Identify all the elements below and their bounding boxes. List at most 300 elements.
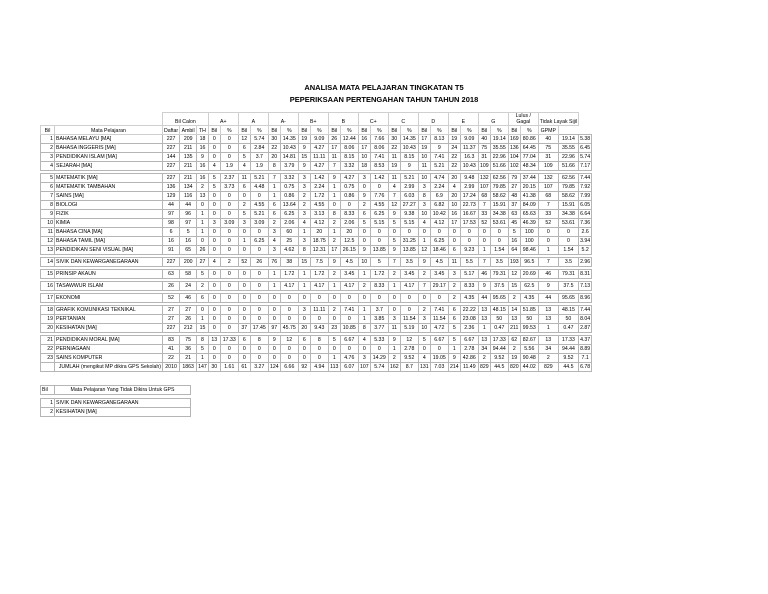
subject-value: 11 [418,162,430,171]
subject-value: 11.49 [460,363,478,372]
subject-value: 45.75 [280,324,298,333]
subject-value: 0 [238,354,250,363]
subject-value: 13 [197,192,209,201]
subject-name: BAHASA MELAYU [MA] [55,135,163,144]
subject-value: 12 [238,135,250,144]
subject-value: 5.5 [460,258,478,267]
header-grade-bplus: B+ [298,113,328,126]
subject-value: 8 [197,336,209,345]
subject-value: 6 [238,336,250,345]
subject-value: 3 [268,246,280,255]
subject-value: 21 [180,354,197,363]
subject-value: 2.24 [310,183,328,192]
header-pct-sub: % [340,126,358,135]
subject-value: 94.44 [558,345,578,354]
subject-value: 6.64 [580,211,591,217]
subject-value: 48.34 [520,162,538,171]
subject-value: 6.25 [370,210,388,219]
header-pct-sub: % [370,126,388,135]
subject-value: 4 [358,336,370,345]
subject-value: 22.73 [460,201,478,210]
subject-value: 1 [328,282,340,291]
subject-value: 13 [208,336,220,345]
subject-value: 4 [208,162,220,171]
subject-value: 4 [268,237,280,246]
subject-value: 9 [268,336,280,345]
subject-value: 9.52 [558,354,578,363]
subject-value: 27 [163,315,180,324]
subject-value: 13 [538,336,558,345]
subject-value: 0 [538,237,558,246]
subject-value: 9 [418,258,430,267]
subject-value: 10 [418,153,430,162]
subject-value: 3 [358,354,370,363]
subject-value: 9 [388,246,400,255]
subject-value: 2.87 [580,325,591,331]
subject-value: 829 [479,364,489,370]
subject-value: 6 [163,228,180,237]
subject-value: 0 [220,153,238,162]
subject-value: 19 [448,135,460,144]
subject-value: 227 [163,162,180,171]
subject-value: 3.5 [490,258,508,267]
subject-value: 5.33 [370,336,388,345]
subject-value: 1.72 [370,270,388,279]
subject-value: 3.85 [370,315,388,324]
subject-value: 5.56 [520,345,538,354]
subject-value: 0 [328,201,340,210]
subject-value: 31 [478,153,490,162]
subject-value: 5.15 [370,219,388,228]
subject-bil: 3 [41,153,55,162]
subject-value: 20 [310,228,328,237]
subject-value: 0 [220,324,238,333]
header-grade-aplus: A+ [208,113,238,126]
subject-value: 7.66 [370,135,388,144]
subject-value: 25 [280,237,298,246]
subject-value: 15 [298,258,310,267]
subject-value: 0 [220,294,238,303]
subject-value: 62 [508,336,520,345]
subject-value: 4 [238,162,250,171]
subject-value: 2 [508,345,520,354]
subject-value: 11.54 [430,315,448,324]
subject-value: 6.25 [430,237,448,246]
subject-value: 2.24 [430,183,448,192]
subject-value: 144 [163,153,180,162]
subject-row [41,201,592,210]
subject-value: 9.09 [310,135,328,144]
subject-value: 2.06 [340,219,358,228]
subject-value: 37 [508,201,520,210]
subject-value: 0 [490,228,508,237]
subject-value: 0 [388,294,400,303]
subject-value: 2 [328,237,340,246]
excluded-subject: KESIHATAN [MA] [55,408,191,417]
subject-value: 4.27 [310,162,328,171]
subject-value: 41 [163,345,180,354]
subject-value: 0 [250,345,268,354]
subject-value: 5 [197,270,209,279]
subject-value: 4 [388,183,400,192]
subject-value: 1.42 [310,174,328,183]
subject-value: 22.22 [460,306,478,315]
subject-value: 0 [220,315,238,324]
subject-value: 2.84 [250,144,268,153]
subject-bil: 18 [41,306,55,315]
subject-value: 27 [197,258,209,267]
header-grade-b: B [328,113,358,126]
header-bil-sub: Bil [298,126,310,135]
subject-value: 0 [538,228,558,237]
subject-value: 1 [328,354,340,363]
subject-value: 60 [280,228,298,237]
subject-bil: 14 [41,258,55,267]
subject-value: 8 [298,246,310,255]
subject-value: 6.67 [460,336,478,345]
subject-value: 37.5 [558,282,578,291]
subject-value: 0 [220,282,238,291]
subject-value: 147 [198,364,207,370]
subject-value: 51.66 [558,162,578,171]
subject-value: 34 [538,345,558,354]
subject-value: 9.38 [400,210,418,219]
subject-value: 0 [430,294,448,303]
subject-value: 5 [328,336,340,345]
subject-value: 5 [388,237,400,246]
subject-value: 3.5 [558,258,578,267]
subject-value: 5.38 [580,136,591,142]
subject-value: 7.41 [340,306,358,315]
header-pct-sub: % [460,126,478,135]
subject-value: 4 [208,258,220,267]
subject-value: 1 [298,270,310,279]
subject-value: 0 [388,228,400,237]
subject-value: 3.79 [280,162,298,171]
header-row-top [41,113,592,126]
subject-value: 0 [238,345,250,354]
subject-value: 4.35 [460,294,478,303]
subject-value: 0 [310,315,328,324]
subject-value: 5 [358,219,370,228]
subject-value: 17 [418,135,430,144]
header-bil-calon: Bil Calon [163,113,209,126]
subject-value: 107 [538,183,558,192]
subject-value: 0.86 [340,192,358,201]
subject-value: 8 [418,192,430,201]
subject-value: 0 [358,237,370,246]
subject-value: 62.5 [520,282,538,291]
subject-value: 109 [479,163,489,169]
subject-row [41,345,592,354]
subject-value: 9 [430,144,448,153]
subject-value: 135 [180,153,197,162]
subject-value: 2.6 [579,228,592,237]
subject-value: 13 [478,306,490,315]
subject-value: 50 [520,315,538,324]
subject-value: 11 [388,153,400,162]
subject-value: 5.15 [400,219,418,228]
subject-value: 2.96 [580,259,591,265]
subject-value: 44 [163,201,180,210]
subject-value: 1863 [180,363,197,372]
subject-value: 0 [340,345,358,354]
subject-value: 3 [208,219,220,228]
subject-value: 40 [478,135,490,144]
subject-value: 0 [238,246,250,255]
subject-value: 0 [208,135,220,144]
subject-value: 2 [418,270,430,279]
subject-row [41,258,592,267]
subject-row [41,336,592,345]
subject-value: 2 [388,270,400,279]
subject-value: 5 [180,228,197,237]
subject-value: 6 [448,246,460,255]
subject-value: 26 [163,282,180,291]
subject-value: 48.15 [490,306,508,315]
subject-value: 38 [280,258,298,267]
subject-value: 227 [163,258,180,267]
subject-row [41,315,592,324]
subject-value: 10 [358,153,370,162]
subject-value: 22.96 [558,153,578,162]
header-row-sub [41,126,592,135]
subject-value: 6.05 [580,202,591,208]
subject-name: SEJARAH [MA] [55,162,163,171]
subject-value: 0 [220,246,238,255]
subject-value: 4.5 [430,258,448,267]
header-pct-sub: % [280,126,298,135]
subject-name: SAINS KOMPUTER [55,354,163,363]
header-tidak-layak: Tidak Layak Sijil [538,113,578,126]
subject-value: 26 [250,258,268,267]
subject-value: 6.82 [430,201,448,210]
subject-value: 8.33 [460,282,478,291]
subject-value: 1.72 [310,270,328,279]
subject-name: PENDIDIKAN ISLAM [MA] [55,153,163,162]
subject-value: 0 [250,246,268,255]
subject-value: 7.03 [430,363,448,372]
subject-value: 0 [208,306,220,315]
header-pct-sub: % [430,126,448,135]
subject-value: 0 [478,228,490,237]
subject-value: 0 [220,192,238,201]
title-line-2: PEPERIKSAAN PERTENGAHAN TAHUN TAHUN 2018 [289,95,479,104]
subject-value: 9 [388,336,400,345]
subject-value: 134 [180,183,197,192]
subject-value: 33 [538,210,558,219]
subject-value: 1 [328,192,340,201]
subject-value: 7.41 [370,153,388,162]
subject-name: MATEMATIK [MA] [55,174,163,183]
subject-value: 36 [180,345,197,354]
subject-value: 3.45 [430,270,448,279]
subject-value: 8.89 [580,346,591,352]
subject-value: 76 [268,258,280,267]
subject-value: 2 [220,258,238,267]
subject-value: 90.48 [520,354,538,363]
subject-value: 7.41 [430,153,448,162]
subject-value: 16 [197,174,209,183]
subject-value: 7 [478,201,490,210]
subject-value: 0 [250,192,268,201]
subject-value: 7.13 [580,283,591,289]
subject-value: 6.45 [580,145,591,151]
subject-value: 83 [163,336,180,345]
header-bil: Bil [41,126,55,135]
subject-value: 0 [328,345,340,354]
subject-value: 8 [268,162,280,171]
subject-value: 17 [358,144,370,153]
subject-name: EKONOMI [55,294,163,303]
subject-value: 209 [180,135,197,144]
subject-value: 19.05 [430,354,448,363]
subject-value: 102 [509,163,519,169]
subject-value: 1 [478,246,490,255]
subject-value: 1 [358,270,370,279]
subject-name: PENDIDIKAN MORAL [MA] [55,336,163,345]
subject-value: 22 [448,153,460,162]
subject-value: 17 [328,144,340,153]
subject-value: 8.15 [400,153,418,162]
subject-value: 5.21 [400,174,418,183]
subject-value: 0 [208,210,220,219]
subject-value: 9 [298,162,310,171]
subject-value: 107 [359,364,369,370]
subject-value: 27 [508,183,520,192]
subject-value: 7 [388,192,400,201]
subject-value: 45 [508,219,520,228]
subject-value: 227 [163,324,180,333]
subject-value: 12 [400,336,418,345]
subject-value: 2 [538,354,558,363]
subject-value: 31.25 [400,237,418,246]
subject-value: 12 [280,336,298,345]
subject-value: 5.21 [250,174,268,183]
subject-value: 9 [388,210,400,219]
subject-value: 16 [448,210,460,219]
subject-value: 0 [250,228,268,237]
subject-value: 1 [197,228,209,237]
subject-value: 53.61 [490,219,508,228]
subject-value: 4.48 [250,183,268,192]
subject-row [41,246,592,255]
subject-value: 1 [478,324,490,333]
subject-value: 0 [328,294,340,303]
header-mata-pelajaran: Mata Pelajaran [55,126,163,135]
subject-value: 0 [238,192,250,201]
subject-value: 8 [250,336,268,345]
subject-value: 9.52 [400,354,418,363]
subject-value: 16 [358,135,370,144]
subject-value: 75 [478,144,490,153]
subject-name: FIZIK [55,210,163,219]
subject-value: 19.14 [558,135,578,144]
subject-value: 0.75 [340,183,358,192]
subject-value: 16.67 [460,210,478,219]
subject-value: 0 [310,345,328,354]
subject-name: PERTANIAN [55,315,163,324]
subject-value: 6 [268,210,280,219]
subject-bil: 4 [41,162,55,171]
subject-value: 1 [197,219,209,228]
subject-value: 0 [208,315,220,324]
subject-value: 98 [163,219,180,228]
subject-value: 17.45 [250,324,268,333]
subject-value: 8.06 [370,144,388,153]
subject-value: 92 [298,363,310,372]
subject-value: 18 [197,135,209,144]
header-grade-c: C [388,113,418,126]
subject-value: 64 [508,246,520,255]
subject-value: 5.2 [579,246,592,255]
subject-value: 63 [508,210,520,219]
subject-value: 65 [180,246,197,255]
subject-value: 30 [268,135,280,144]
subject-value: 0 [238,228,250,237]
subject-value: 3.45 [340,270,358,279]
subject-value: 0 [358,183,370,192]
subject-value: 3 [298,174,310,183]
subject-value: 1 [388,282,400,291]
subject-value: 0 [220,345,238,354]
subject-value: 20 [268,153,280,162]
subject-value: 0 [298,294,310,303]
subject-value: 107 [479,184,489,190]
subject-value: 16.3 [460,153,478,162]
subject-value: 16 [197,162,209,171]
subject-value: 26 [180,315,197,324]
subject-value: 1 [538,324,558,333]
subject-value: 0 [280,315,298,324]
subject-value: 8 [310,336,328,345]
subject-value: 0 [340,201,358,210]
subject-value: 35.55 [490,144,508,153]
subject-name: PRINSIP AKAUN [55,270,163,279]
subject-value: 5.74 [370,363,388,372]
subject-row [41,135,592,144]
subject-value: 169 [509,136,519,142]
subject-value: 97 [268,324,280,333]
subject-value: 84.09 [520,201,538,210]
subject-value: 2.99 [460,183,478,192]
subject-value: 0 [208,153,220,162]
subject-value: 1 [328,183,340,192]
subject-value: 11 [448,258,460,267]
subject-value: 0 [220,135,238,144]
subject-value: 0 [430,228,448,237]
subject-value: 19 [508,354,520,363]
subject-name: KIMIA [55,219,163,228]
subject-row [41,183,592,192]
subject-value: 10.43 [460,162,478,171]
subject-value: 4.27 [310,144,328,153]
subject-value: 6 [268,201,280,210]
subject-value: 16 [163,237,180,246]
subject-value: 8.33 [340,210,358,219]
header-grade-d: D [418,113,448,126]
subject-value: 9.48 [460,174,478,183]
subject-value: 44.02 [520,363,538,372]
subject-value: 5.21 [430,162,448,171]
subject-value: 18 [358,162,370,171]
subject-value: 11.37 [460,144,478,153]
subject-value: 4.55 [250,201,268,210]
subject-value: 0 [220,237,238,246]
subject-value: 829 [538,363,558,372]
subject-value: 96 [180,210,197,219]
subject-name: MATEMATIK TAMBAHAN [55,183,163,192]
